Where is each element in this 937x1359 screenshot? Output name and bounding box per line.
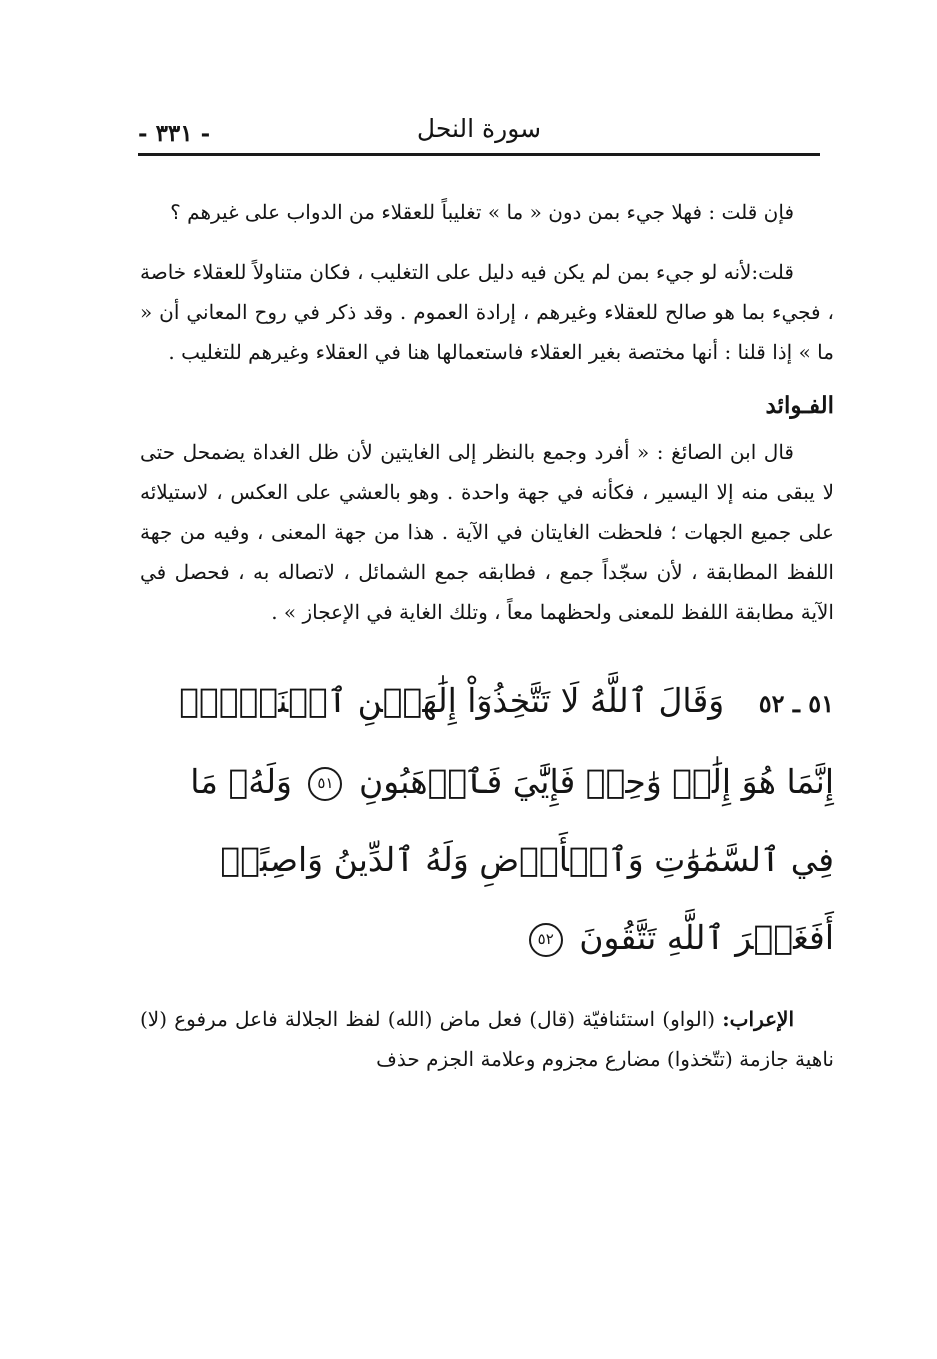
question-paragraph: فإن قلت : فهلا جيء بمن دون « ما » تغليباً للعقلاء من الدواب على غيرهم ؟ [170,200,794,224]
answer-paragraph: قلت:لأنه لو جيء بمن لم يكن فيه دليل على التغليب ، فكان متناولاً للعقلاء خاصة ، فجيء بما هو صالح للعقلاء وغيرهم ، إرادة العموم . وقد ذكر في روح المعاني أن « ما » إذا قلنا : أنها مختصة بغير العقلاء فاستعمالها هنا في العقلاء وغيرهم للتغليب . [140,260,834,364]
quran-verses [140,662,834,977]
surah-title: سورة النحل [416,114,542,143]
ayah-marker-52: ٥٢ [529,923,563,957]
irab-label: الإعراب: [722,1007,794,1031]
verse-52-text: وَلَهُۥ مَا فِي ٱلسَّمَٰوَٰتِ وَٱلۡأَرۡضِ وَلَهُ ٱلدِّينُ وَاصِبًاۚ أَفَغَيۡرَ ٱللَّهِ تَتَّقُونَ [190,762,834,957]
irab-text: (الواو) استئنافيّة (قال) فعل ماض (الله) لفظ الجلالة فاعل مرفوع (لا) ناهية جازمة (تتّخذوا) مضارع مجزوم وعلامة الجزم حذف [140,1007,834,1071]
ayah-marker-51: ٥١ [308,767,342,801]
page-header [138,110,820,156]
fawaid-heading: الفـوائد [765,392,834,419]
verse-number: ٥١ ـ ٥٢ [758,689,834,718]
page-number: - ٣٣١ - [138,120,211,147]
header-rule [138,153,820,156]
verse-51-text: وَقَالَ ٱللَّهُ لَا تَتَّخِذُوٓاْ إِلَٰهَيۡنِ ٱثۡنَيۡنِۖ إِنَّمَا هُوَ إِلَٰهٞ وَٰحِدٞ فَإِيَّٰيَ فَٱرۡهَبُونِ [179,681,834,801]
page-content [140,192,834,1079]
fawaid-paragraph: قال ابن الصائغ : « أفرد وجمع بالنظر إلى الغايتين لأن ظل الغداة يضمحل حتى لا يبقى منه إلا اليسير ، فكأنه في جهة واحدة . وهو بالعشي على العكس ، لاستيلائه على جميع الجهات ؛ فلحظت الغايتان في الآية . هذا من جهة المعنى ، وفيه من جهة اللفظ المطابقة ، لأن سجّداً جمع ، فطابقه جمع الشمائل ، لاتصاله به ، فحصل في الآية مطابقة اللفظ للمعنى ولحظهما معاً ، وتلك الغاية في الإعجاز » . [140,440,834,624]
irab-paragraph [140,999,834,1079]
